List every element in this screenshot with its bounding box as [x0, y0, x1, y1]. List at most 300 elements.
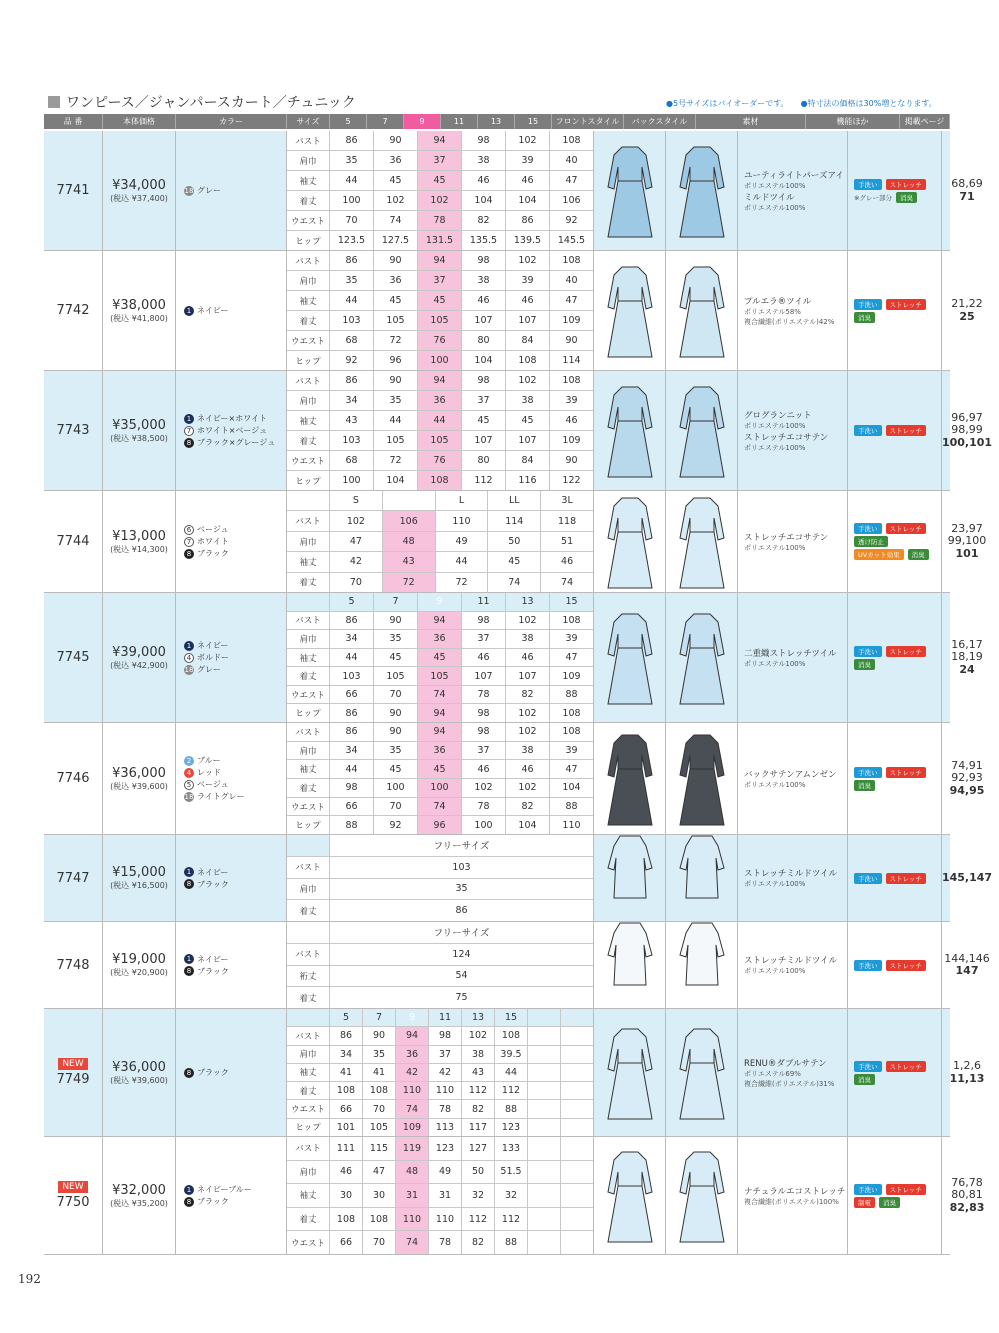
size-value: 122 [550, 471, 593, 490]
function-tag: ストレッチ [886, 646, 926, 657]
size-value: 123 [429, 1137, 462, 1160]
material-composition: 複合繊維(ポリエステル)42% [744, 317, 835, 326]
tax-price: (税込 ¥14,300) [110, 544, 168, 554]
function-tag: 消臭 [896, 192, 917, 203]
header-cell: 7 [367, 114, 404, 129]
size-row [287, 1137, 593, 1161]
size-value: 42 [429, 1064, 462, 1081]
material-cell [738, 491, 848, 592]
size-value: 44 [374, 411, 418, 430]
function-tag: 手洗い [854, 425, 882, 436]
size-header-row [287, 835, 593, 857]
color-name: ライトグレー [197, 792, 245, 801]
size-measure-label: バスト [287, 251, 330, 270]
price-cell [103, 131, 176, 250]
color-item [184, 1067, 229, 1078]
size-value: 39 [550, 391, 593, 410]
function-cell [848, 835, 942, 921]
size-value: 118 [541, 511, 593, 530]
size-row [287, 251, 593, 271]
size-value: 45 [506, 411, 550, 430]
size-value: 37 [462, 742, 506, 760]
product-code: 7748 [56, 957, 90, 973]
color-dot: 1 [184, 641, 194, 651]
function-tag: ストレッチ [886, 523, 926, 534]
color-name: ブラック×グレージュ [197, 438, 276, 447]
size-value: 74 [396, 1100, 429, 1117]
price: ¥15,000 [112, 865, 166, 880]
product-row [44, 593, 983, 723]
header-cell: カラー [176, 114, 287, 129]
price-cell [103, 723, 176, 834]
size-value: 37 [418, 271, 462, 290]
size-value: 74 [541, 573, 593, 592]
material-name: バックサテンアムンゼン [744, 769, 837, 780]
size-grid [287, 491, 593, 592]
dress-illustration [602, 828, 658, 928]
size-value: 72 [383, 573, 436, 592]
size-measure-label: 肩巾 [287, 271, 330, 290]
size-measure-label: バスト [287, 612, 330, 630]
size-value: 104 [462, 191, 506, 210]
size-measure-label: 肩巾 [287, 532, 330, 551]
size-value: 36 [396, 1046, 429, 1063]
size-value: 86 [330, 900, 593, 921]
size-measure-label: 肩巾 [287, 1046, 330, 1063]
color-cell [176, 723, 287, 834]
size-value: 102 [506, 704, 550, 722]
size-value: 110 [429, 1082, 462, 1099]
size-value: 76 [418, 331, 462, 350]
size-row [287, 411, 593, 431]
size-value: 68 [330, 331, 374, 350]
size-measure-label: 袖丈 [287, 1184, 330, 1207]
page-ref: 16,17 [951, 638, 983, 652]
size-value [528, 1119, 561, 1136]
size-value: 47 [363, 1161, 396, 1184]
size-row [287, 511, 593, 531]
size-measure-label: 着丈 [287, 191, 330, 210]
dress-illustration [674, 381, 730, 481]
front-style-cell [594, 723, 666, 834]
size-value: 38 [506, 391, 550, 410]
size-row [287, 798, 593, 817]
material-name: ストレッチエコサテン [744, 432, 829, 443]
size-value: 102 [506, 779, 550, 797]
size-value: 43 [383, 552, 436, 571]
size-value: 103 [330, 667, 374, 685]
size-value: 106 [383, 511, 436, 530]
function-tag: 手洗い [854, 767, 882, 778]
size-value: 88 [550, 798, 593, 816]
color-dot: 1 [184, 306, 194, 316]
size-measure-label: バスト [287, 723, 330, 741]
color-item [184, 437, 275, 448]
size-value: 30 [363, 1184, 396, 1207]
size-value: 100 [330, 471, 374, 490]
price-cell [103, 1009, 176, 1136]
size-value: 110 [550, 816, 593, 834]
size-cell [287, 1009, 594, 1136]
color-name: ベージュ [197, 525, 229, 534]
size-value: 66 [330, 1231, 363, 1254]
size-measure-label: ウエスト [287, 331, 330, 350]
size-value: 78 [462, 686, 506, 704]
size-value: 108 [550, 723, 593, 741]
size-measure-label: 裄丈 [287, 966, 330, 987]
function-tag: 手洗い [854, 646, 882, 657]
color-cell [176, 835, 287, 921]
size-grid [287, 835, 593, 921]
dress-illustration [602, 1146, 658, 1246]
product-row [44, 491, 987, 593]
header-cell: 本体価格 [103, 114, 176, 129]
size-measure-label: バスト [287, 511, 330, 530]
size-measure-label: バスト [287, 1027, 330, 1044]
color-dot: 4 [184, 768, 194, 778]
size-value: 45 [374, 649, 418, 667]
size-row [287, 532, 593, 552]
size-header-row [287, 593, 593, 612]
material-composition: ポリエステル100% [744, 181, 806, 190]
color-name: ホワイト×ベージュ [197, 426, 268, 435]
free-size-label: フリーサイズ [330, 922, 593, 943]
size-measure-label: 着丈 [287, 667, 330, 685]
page-number: 192 [18, 1272, 41, 1286]
size-value: 49 [436, 532, 489, 551]
function-cell [848, 723, 942, 834]
color-item [184, 652, 229, 663]
size-value: 105 [418, 311, 462, 330]
size-value: 135.5 [462, 231, 506, 250]
dress-illustration [602, 381, 658, 481]
product-row [44, 835, 993, 922]
size-cell [287, 593, 594, 722]
color-dot: 7 [184, 426, 194, 436]
size-row [287, 1064, 593, 1082]
back-style-cell [666, 1137, 738, 1254]
size-value: 47 [330, 532, 383, 551]
function-cell [848, 131, 942, 250]
size-value: 39 [550, 742, 593, 760]
function-tag: 手洗い [854, 523, 882, 534]
size-grid [287, 922, 593, 1008]
size-cell [287, 251, 594, 370]
size-row [287, 371, 593, 391]
material-composition: 複合繊維(ポリエステル)31% [744, 1079, 835, 1088]
size-value: 44 [330, 291, 374, 310]
size-value [528, 1046, 561, 1063]
size-row [287, 879, 593, 901]
size-row [287, 451, 593, 471]
size-cell [287, 723, 594, 834]
color-cell [176, 1009, 287, 1136]
size-value: 86 [330, 612, 374, 630]
color-name: ネイビーブルー [197, 1185, 252, 1194]
material-cell [738, 1137, 848, 1254]
size-value [561, 1100, 593, 1117]
price: ¥32,000 [112, 1182, 166, 1198]
size-value: 100 [462, 816, 506, 834]
size-value: 84 [506, 451, 550, 470]
size-header: 5 [330, 593, 374, 611]
size-value: 98 [462, 704, 506, 722]
size-value: 51.5 [495, 1161, 528, 1184]
color-dot: 1 [184, 867, 194, 877]
product-code-cell [44, 723, 103, 834]
size-value: 86 [330, 131, 374, 150]
size-measure-label: ウエスト [287, 1231, 330, 1254]
size-header: 15 [565, 596, 578, 608]
material-cell [738, 371, 848, 490]
page-ref: 147 [955, 964, 979, 977]
size-label-blank [287, 491, 330, 510]
material-composition: ポリエステル100% [744, 967, 806, 975]
color-cell [176, 1137, 287, 1254]
size-value: 66 [330, 686, 374, 704]
function-tag: UVカット効果 [854, 549, 904, 560]
size-row [287, 723, 593, 742]
size-row [287, 944, 593, 966]
size-value: 109 [396, 1119, 429, 1136]
price-cell [103, 922, 176, 1008]
size-value: 37 [462, 630, 506, 648]
size-value: 102 [506, 371, 550, 390]
size-value [561, 1119, 593, 1136]
tax-price: (税込 ¥35,200) [110, 1198, 168, 1208]
size-value: 117 [462, 1119, 495, 1136]
function-tag: 手洗い [854, 873, 882, 884]
size-row [287, 704, 593, 722]
size-value: 35 [330, 151, 374, 170]
size-value: 123.5 [330, 231, 374, 250]
product-code: 7743 [56, 423, 90, 438]
size-value: 78 [462, 798, 506, 816]
page-ref: 23,97 [951, 522, 983, 536]
header-cell: フロントスタイル [552, 114, 624, 129]
dress-illustration [674, 1023, 730, 1123]
size-measure-label: 着丈 [287, 573, 330, 592]
size-measure-label: 着丈 [287, 900, 330, 921]
color-dot: 8 [184, 1197, 194, 1207]
size-value: 100 [374, 779, 418, 797]
dress-illustration [674, 1146, 730, 1246]
size-value: 100 [330, 191, 374, 210]
color-cell [176, 491, 287, 592]
size-value: 124 [330, 944, 593, 965]
size-value: 105 [418, 431, 462, 450]
dress-illustration [674, 729, 730, 829]
size-grid [287, 1009, 593, 1136]
size-measure-label: 着丈 [287, 1082, 330, 1099]
function-tag: 消臭 [854, 780, 875, 791]
size-value: 108 [550, 251, 593, 270]
color-item [184, 524, 229, 535]
header-cell: 15 [515, 114, 552, 129]
size-cell [287, 491, 594, 592]
tax-price: (税込 ¥16,500) [110, 881, 168, 890]
product-row [44, 723, 985, 835]
size-value: 30 [330, 1184, 363, 1207]
size-value: 112 [462, 1208, 495, 1231]
size-grid [287, 371, 593, 490]
size-value: 86 [330, 251, 374, 270]
product-code: 7749 [56, 1072, 90, 1087]
page-ref-cell [942, 371, 992, 490]
size-row [287, 742, 593, 761]
color-name: グレー [197, 186, 221, 195]
color-name: ブラック [197, 1068, 229, 1077]
function-tag: ストレッチ [886, 960, 926, 971]
size-row [287, 1046, 593, 1064]
size-value: 108 [550, 131, 593, 150]
size-value: 32 [495, 1184, 528, 1207]
size-value: 44 [436, 552, 489, 571]
size-measure-label: 袖丈 [287, 649, 330, 667]
front-style-cell [594, 922, 666, 1008]
size-value: 110 [396, 1208, 429, 1231]
function-tag: ストレッチ [886, 1061, 926, 1072]
color-item [184, 1184, 252, 1195]
color-dot: 8 [184, 1068, 194, 1078]
size-value: 107 [506, 667, 550, 685]
size-value: 44 [330, 760, 374, 778]
material-name: ストレッチミルドツイル [744, 869, 837, 879]
size-value: 82 [462, 1231, 495, 1254]
size-value: 98 [462, 612, 506, 630]
page-ref: 18,19 [951, 650, 983, 664]
size-header: 11 [429, 1009, 462, 1026]
size-value: 92 [374, 816, 418, 834]
size-value: 47 [550, 171, 593, 190]
color-name: ホワイト [197, 537, 229, 546]
function-tag: 手洗い [854, 960, 882, 971]
size-label-blank [287, 835, 330, 856]
size-value: 90 [363, 1027, 396, 1044]
color-dot: 18 [184, 665, 194, 674]
tax-price: (税込 ¥41,800) [110, 313, 168, 323]
color-cell [176, 922, 287, 1008]
front-style-cell [594, 491, 666, 592]
size-measure-label: 肩巾 [287, 151, 330, 170]
page-ref: 100,101 [941, 435, 993, 449]
material-composition: ポリエステル100% [744, 659, 806, 668]
color-item [184, 767, 221, 778]
size-value: 31 [429, 1184, 462, 1207]
size-row [287, 471, 593, 490]
header-cell: 5 [330, 114, 367, 129]
size-label-blank [287, 593, 330, 611]
size-value: 109 [550, 311, 593, 330]
size-value: 70 [374, 686, 418, 704]
size-value: 47 [550, 649, 593, 667]
size-value: 31 [396, 1184, 429, 1207]
back-style-cell [666, 593, 738, 722]
page-ref: 74,91 [951, 759, 983, 773]
page-ref: 101 [955, 546, 979, 560]
size-header: LL [488, 491, 541, 510]
size-value: 34 [330, 742, 374, 760]
size-value: 78 [418, 211, 462, 230]
page-ref: 98,99 [951, 423, 983, 437]
size-value: 46 [330, 1161, 363, 1184]
page-ref: 25 [959, 309, 975, 323]
size-value: 45 [374, 171, 418, 190]
size-row [287, 686, 593, 705]
size-value: 74 [374, 211, 418, 230]
size-value [561, 1082, 593, 1099]
size-row [287, 966, 593, 988]
color-name: ブラック [197, 1197, 229, 1206]
dress-illustration [602, 492, 658, 592]
color-item [184, 548, 229, 559]
size-value [528, 1184, 561, 1207]
size-value: 98 [462, 371, 506, 390]
size-value: 98 [462, 131, 506, 150]
color-cell [176, 371, 287, 490]
product-row [44, 1137, 985, 1255]
size-row [287, 311, 593, 331]
color-name: グレー [197, 665, 221, 674]
size-value: 45 [418, 291, 462, 310]
dress-illustration [674, 608, 730, 708]
back-style-cell [666, 371, 738, 490]
size-value [561, 1046, 593, 1063]
size-value: 44 [418, 411, 462, 430]
price-cell [103, 593, 176, 722]
size-value: 54 [330, 966, 593, 987]
function-tag: 消臭 [879, 1197, 900, 1208]
size-value: 49 [429, 1161, 462, 1184]
size-value: 45 [488, 552, 541, 571]
size-value: 38 [506, 630, 550, 648]
size-value: 100 [418, 779, 462, 797]
product-code-cell [44, 922, 103, 1008]
size-value: 94 [418, 131, 462, 150]
product-code: 7750 [56, 1195, 90, 1210]
back-style-cell [666, 922, 738, 1008]
function-tag: 消臭 [854, 312, 875, 323]
material-cell [738, 131, 848, 250]
size-value: 102 [374, 191, 418, 210]
size-row [287, 630, 593, 649]
size-value: 108 [506, 351, 550, 370]
page-ref: 71 [959, 189, 975, 203]
size-value: 92 [330, 351, 374, 370]
size-measure-label: 肩巾 [287, 742, 330, 760]
size-value: 43 [330, 411, 374, 430]
size-measure-label: 袖丈 [287, 552, 330, 571]
color-cell [176, 593, 287, 722]
size-measure-label: バスト [287, 131, 330, 150]
page-ref-cell [942, 922, 992, 1008]
size-row [287, 1161, 593, 1185]
color-item [184, 791, 245, 802]
size-row [287, 857, 593, 879]
size-header: 13 [506, 593, 550, 611]
function-tag: 手洗い [854, 299, 882, 310]
size-measure-label: ウエスト [287, 798, 330, 816]
size-value: 37 [462, 391, 506, 410]
color-item [184, 879, 229, 890]
size-value: 76 [418, 451, 462, 470]
function-tag: 消臭 [854, 1074, 875, 1085]
material-name: ユーティライトパーズアイ [744, 170, 844, 181]
size-value: 110 [436, 511, 489, 530]
function-cell [848, 371, 942, 490]
size-value: 104 [462, 351, 506, 370]
size-value: 35 [330, 271, 374, 290]
